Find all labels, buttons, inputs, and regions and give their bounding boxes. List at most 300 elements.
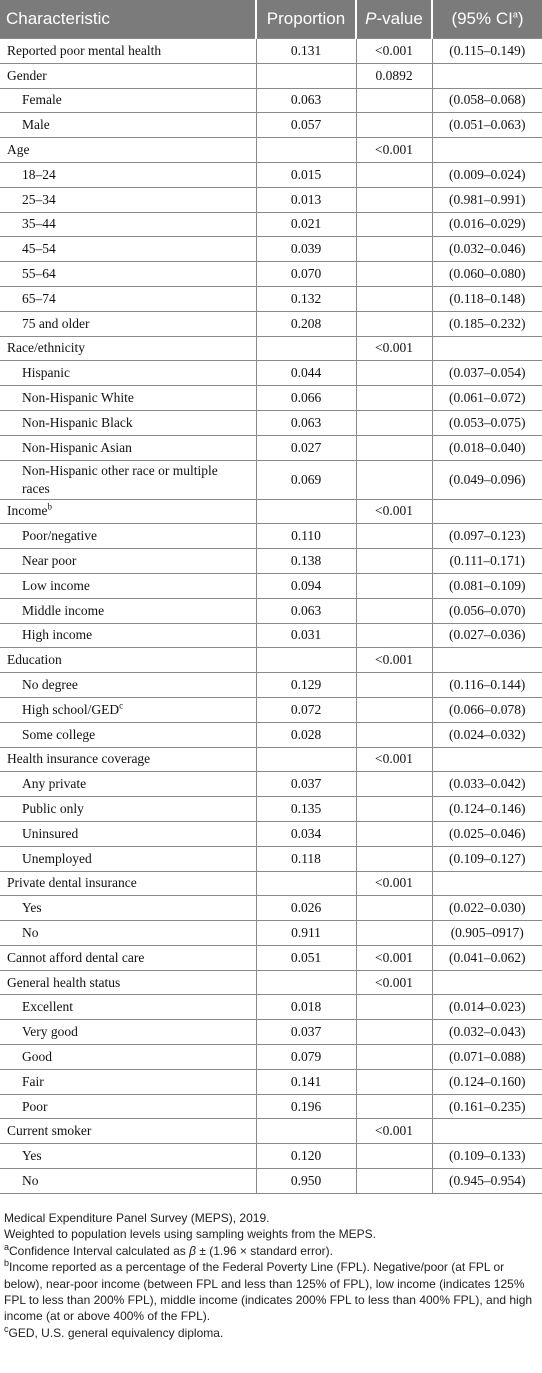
ci-cell: (0.981–0.991) [432, 187, 542, 212]
pvalue-cell: <0.001 [356, 648, 432, 673]
pvalue-cell [356, 673, 432, 698]
ci-cell [432, 63, 542, 88]
subcategory-label [0, 623, 256, 648]
proportion-cell: 0.013 [256, 187, 356, 212]
proportion-cell [256, 970, 356, 995]
row-label-text: 25–34 [22, 191, 56, 207]
ci-cell: (0.049–0.096) [432, 460, 542, 499]
table-header [0, 0, 542, 39]
row-label-text: Fair [22, 1073, 44, 1089]
row-label-text: Excellent [22, 999, 73, 1015]
pvalue-cell [356, 361, 432, 386]
subcategory-label [0, 797, 256, 822]
table-row [0, 1094, 542, 1119]
subcategory-label [0, 386, 256, 411]
pvalue-cell: <0.001 [356, 747, 432, 772]
ci-cell: (0.161–0.235) [432, 1094, 542, 1119]
subcategory-label [0, 524, 256, 549]
table-row [0, 1169, 542, 1194]
header-ci [432, 0, 542, 39]
table-row [0, 598, 542, 623]
footnote-a-text-before: Confidence Interval calculated as [9, 1243, 190, 1258]
row-label-text: Public only [22, 801, 84, 816]
pvalue-cell [356, 896, 432, 921]
subcategory-label [0, 995, 256, 1020]
pvalue-cell [356, 262, 432, 287]
proportion-cell: 0.057 [256, 113, 356, 138]
row-label-text: Yes [22, 900, 42, 916]
header-ci-prefix: (95% CI [451, 9, 513, 28]
row-label-text: Income [7, 503, 48, 519]
ci-cell [432, 138, 542, 163]
pvalue-cell [356, 237, 432, 262]
table-row [0, 162, 542, 187]
table-row [0, 138, 542, 163]
category-label [0, 499, 256, 524]
table-row [0, 410, 542, 435]
table-row [0, 361, 542, 386]
table-row [0, 821, 542, 846]
row-label-text: Male [22, 117, 50, 133]
proportion-cell: 0.037 [256, 1020, 356, 1045]
category-label [0, 970, 256, 995]
subcategory-label [0, 88, 256, 113]
row-label-text: Good [22, 1048, 52, 1064]
pvalue-cell [356, 88, 432, 113]
proportion-cell: 0.066 [256, 386, 356, 411]
row-label-text: No [22, 1172, 39, 1188]
subcategory-label [0, 187, 256, 212]
proportion-cell: 0.132 [256, 286, 356, 311]
table-row [0, 549, 542, 574]
pvalue-cell: <0.001 [356, 945, 432, 970]
ci-cell: (0.022–0.030) [432, 896, 542, 921]
subcategory-label [0, 410, 256, 435]
ci-cell: (0.058–0.068) [432, 88, 542, 113]
subcategory-label [0, 311, 256, 336]
row-label-text: Cannot afford dental care [7, 949, 145, 965]
category-label [0, 336, 256, 361]
pvalue-cell [356, 410, 432, 435]
row-label-text: Middle income [22, 602, 105, 618]
table-row [0, 1119, 542, 1144]
ci-cell: (0.056–0.070) [432, 598, 542, 623]
pvalue-cell: <0.001 [356, 138, 432, 163]
category-label [0, 945, 256, 970]
table-row [0, 113, 542, 138]
proportion-cell: 0.039 [256, 237, 356, 262]
ci-cell [432, 970, 542, 995]
table-row [0, 846, 542, 871]
pvalue-cell [356, 1094, 432, 1119]
pvalue-cell [356, 311, 432, 336]
footnote-source: Medical Expenditure Panel Survey (MEPS), 2019. [4, 1211, 270, 1225]
row-label-text: Female [22, 92, 62, 108]
ci-cell: (0.032–0.046) [432, 237, 542, 262]
pvalue-cell [356, 162, 432, 187]
ci-cell [432, 336, 542, 361]
ci-cell [432, 1119, 542, 1144]
ci-cell: (0.053–0.075) [432, 410, 542, 435]
ci-cell: (0.124–0.160) [432, 1069, 542, 1094]
pvalue-cell [356, 722, 432, 747]
header-proportion: Proportion [256, 0, 356, 39]
table-row [0, 39, 542, 64]
subcategory-label [0, 1020, 256, 1045]
proportion-cell [256, 1119, 356, 1144]
ci-cell: (0.109–0.133) [432, 1144, 542, 1169]
proportion-cell: 0.063 [256, 410, 356, 435]
row-label-text: No degree [22, 677, 78, 693]
row-label-text: Yes [22, 1148, 42, 1164]
footnote-a-beta: β [189, 1243, 196, 1258]
table-row [0, 772, 542, 797]
table-row [0, 187, 542, 212]
row-label-text: 45–54 [22, 241, 56, 257]
ci-cell: (0.032–0.043) [432, 1020, 542, 1045]
pvalue-cell [356, 772, 432, 797]
subcategory-label [0, 549, 256, 574]
proportion-cell: 0.120 [256, 1144, 356, 1169]
pvalue-cell [356, 697, 432, 722]
row-label-text: Hispanic [22, 365, 70, 381]
proportion-cell: 0.027 [256, 435, 356, 460]
subcategory-label [0, 921, 256, 946]
row-label-text: Uninsured [22, 825, 79, 841]
header-pvalue [356, 0, 432, 39]
subcategory-label [0, 162, 256, 187]
ci-cell: (0.115–0.149) [432, 39, 542, 64]
ci-cell: (0.185–0.232) [432, 311, 542, 336]
ci-cell [432, 499, 542, 524]
row-label-text: Non-Hispanic Asian [22, 439, 132, 455]
pvalue-cell [356, 113, 432, 138]
ci-cell [432, 648, 542, 673]
proportion-cell [256, 138, 356, 163]
table-row [0, 386, 542, 411]
ci-cell: (0.124–0.146) [432, 797, 542, 822]
row-label-text: Reported poor mental health [7, 42, 162, 58]
subcategory-label [0, 673, 256, 698]
subcategory-label [0, 1144, 256, 1169]
ci-cell: (0.071–0.088) [432, 1045, 542, 1070]
proportion-cell: 0.037 [256, 772, 356, 797]
row-label-text: Poor/negative [22, 528, 97, 544]
row-label-text: Near poor [22, 553, 77, 569]
footnote-weighting: Weighted to population levels using sampling weights from the MEPS. [4, 1227, 376, 1242]
pvalue-cell: <0.001 [356, 871, 432, 896]
table-row [0, 1069, 542, 1094]
footnote-a-marker: a [4, 1241, 10, 1252]
row-label-text: Gender [7, 67, 47, 83]
ci-cell: (0.097–0.123) [432, 524, 542, 549]
pvalue-cell: <0.001 [356, 499, 432, 524]
row-label-text: Current smoker [7, 1123, 92, 1139]
table-row [0, 237, 542, 262]
category-label [0, 648, 256, 673]
proportion-cell [256, 499, 356, 524]
pvalue-cell [356, 797, 432, 822]
pvalue-cell [356, 460, 432, 499]
pvalue-cell [356, 187, 432, 212]
proportion-cell: 0.021 [256, 212, 356, 237]
proportion-cell: 0.196 [256, 1094, 356, 1119]
row-label-text: 65–74 [22, 290, 56, 306]
pvalue-cell [356, 549, 432, 574]
proportion-cell: 0.063 [256, 88, 356, 113]
proportion-cell: 0.131 [256, 39, 356, 64]
pvalue-cell: <0.001 [356, 970, 432, 995]
row-label-text: 55–64 [22, 266, 56, 282]
table-row [0, 995, 542, 1020]
proportion-cell: 0.028 [256, 722, 356, 747]
ci-cell: (0.060–0.080) [432, 262, 542, 287]
category-label [0, 871, 256, 896]
pvalue-cell [356, 1069, 432, 1094]
pvalue-cell [356, 623, 432, 648]
subcategory-label [0, 1069, 256, 1094]
pvalue-cell [356, 435, 432, 460]
subcategory-label [0, 262, 256, 287]
subcategory-label [0, 237, 256, 262]
ci-cell: (0.037–0.054) [432, 361, 542, 386]
ci-cell: (0.066–0.078) [432, 697, 542, 722]
proportion-cell [256, 747, 356, 772]
table-row [0, 88, 542, 113]
table-body [0, 39, 542, 1194]
table-row [0, 1144, 542, 1169]
subcategory-label [0, 460, 256, 499]
table-row [0, 970, 542, 995]
subcategory-label [0, 598, 256, 623]
row-label-text: Age [7, 142, 30, 158]
table-row [0, 63, 542, 88]
proportion-cell: 0.129 [256, 673, 356, 698]
row-label-footnote-marker: b [47, 501, 52, 512]
row-label-text: Very good [22, 1024, 78, 1040]
table-row [0, 286, 542, 311]
proportion-cell: 0.018 [256, 995, 356, 1020]
ci-cell: (0.061–0.072) [432, 386, 542, 411]
ci-cell: (0.033–0.042) [432, 772, 542, 797]
proportion-cell: 0.208 [256, 311, 356, 336]
table-row [0, 212, 542, 237]
ci-cell: (0.014–0.023) [432, 995, 542, 1020]
header-pvalue-rest: -value [376, 9, 423, 28]
proportion-cell: 0.044 [256, 361, 356, 386]
pvalue-cell: <0.001 [356, 39, 432, 64]
footnote-c-marker: c [4, 1323, 9, 1334]
pvalue-cell [356, 524, 432, 549]
header-ci-sup: a [512, 9, 518, 20]
table-row [0, 336, 542, 361]
footnote-a-text-after: ± (1.96 × standard error). [195, 1243, 333, 1258]
proportion-cell [256, 336, 356, 361]
table-row [0, 311, 542, 336]
table-row [0, 697, 542, 722]
subcategory-label [0, 1045, 256, 1070]
row-label-text: No [22, 924, 39, 940]
ci-cell: (0.041–0.062) [432, 945, 542, 970]
row-label-text: Some college [22, 726, 96, 742]
table-row [0, 921, 542, 946]
table-row [0, 747, 542, 772]
subcategory-label [0, 896, 256, 921]
pvalue-cell [356, 821, 432, 846]
header-characteristic: Characteristic [0, 0, 256, 39]
footnote-b [4, 1259, 538, 1325]
table-row [0, 722, 542, 747]
footnote-b-text: Income reported as a percentage of the Federal Poverty Line (FPL). Negative/poor (at FPL or below), near-poor income (between FPL and less than 125% of FPL), low income (indicates 125% FPL to less than 200% FPL), middle income (indicates 200% FPL to less than 400% FPL), and high income (at or above 400% of the FPL). [4, 1260, 533, 1324]
ci-cell: (0.009–0.024) [432, 162, 542, 187]
pvalue-cell: 0.0892 [356, 63, 432, 88]
table-row [0, 871, 542, 896]
row-label-text: Education [7, 652, 62, 668]
ci-cell: (0.016–0.029) [432, 212, 542, 237]
subcategory-label [0, 361, 256, 386]
subcategory-label [0, 821, 256, 846]
proportion-cell [256, 871, 356, 896]
table-row [0, 499, 542, 524]
category-label [0, 138, 256, 163]
ci-cell: (0.024–0.032) [432, 722, 542, 747]
proportion-cell [256, 63, 356, 88]
ci-cell: (0.118–0.148) [432, 286, 542, 311]
table-row [0, 896, 542, 921]
pvalue-cell [356, 1144, 432, 1169]
footnote-c-text: GED, U.S. general equivalency diploma. [8, 1325, 224, 1340]
proportion-cell [256, 648, 356, 673]
ci-cell: (0.945–0.954) [432, 1169, 542, 1194]
subcategory-label [0, 435, 256, 460]
header-pvalue-italic: P [365, 9, 377, 28]
table-row [0, 648, 542, 673]
ci-cell: (0.905–0917) [432, 921, 542, 946]
table-row [0, 673, 542, 698]
table-row [0, 460, 542, 499]
table-row [0, 797, 542, 822]
proportion-cell: 0.141 [256, 1069, 356, 1094]
pvalue-cell [356, 1020, 432, 1045]
pvalue-cell [356, 995, 432, 1020]
ci-cell: (0.018–0.040) [432, 435, 542, 460]
pvalue-cell [356, 386, 432, 411]
footnote-c [4, 1325, 538, 1341]
header-ci-suffix: ) [517, 9, 524, 28]
row-label-text: Race/ethnicity [7, 340, 85, 356]
subcategory-label [0, 113, 256, 138]
ci-cell: (0.116–0.144) [432, 673, 542, 698]
row-label-text: Any private [22, 776, 87, 792]
subcategory-label [0, 286, 256, 311]
footnote-a [4, 1243, 538, 1259]
ci-cell: (0.109–0.127) [432, 846, 542, 871]
row-label-text: General health status [7, 974, 121, 990]
row-label-text: Private dental insurance [7, 875, 137, 891]
row-label-text: Non-Hispanic other race or multiple races [22, 462, 218, 496]
pvalue-cell: <0.001 [356, 1119, 432, 1144]
subcategory-label [0, 722, 256, 747]
subcategory-label [0, 697, 256, 722]
subcategory-label [0, 1169, 256, 1194]
row-label-text: Poor [22, 1098, 48, 1114]
proportion-cell: 0.072 [256, 697, 356, 722]
subcategory-label [0, 772, 256, 797]
table-footnotes [4, 1210, 538, 1341]
pvalue-cell [356, 598, 432, 623]
row-label-text: Unemployed [22, 850, 92, 866]
proportion-cell: 0.031 [256, 623, 356, 648]
row-label-footnote-marker: c [119, 700, 124, 711]
proportion-cell: 0.051 [256, 945, 356, 970]
proportion-cell: 0.911 [256, 921, 356, 946]
category-label [0, 747, 256, 772]
ci-cell: (0.027–0.036) [432, 623, 542, 648]
ci-cell: (0.025–0.046) [432, 821, 542, 846]
table-row [0, 623, 542, 648]
row-label-text: Non-Hispanic White [22, 390, 134, 406]
proportion-cell: 0.110 [256, 524, 356, 549]
row-label-text: 18–24 [22, 166, 56, 182]
table-row [0, 1045, 542, 1070]
proportion-cell: 0.069 [256, 460, 356, 499]
ci-cell: (0.111–0.171) [432, 549, 542, 574]
pvalue-cell [356, 1045, 432, 1070]
row-label-text: Low income [22, 577, 90, 593]
pvalue-cell [356, 846, 432, 871]
table-row [0, 435, 542, 460]
pvalue-cell [356, 573, 432, 598]
footnote-b-marker: b [4, 1258, 10, 1269]
table-row [0, 1020, 542, 1045]
subcategory-label [0, 212, 256, 237]
pvalue-cell [356, 286, 432, 311]
ci-cell [432, 747, 542, 772]
proportion-cell: 0.015 [256, 162, 356, 187]
pvalue-cell [356, 921, 432, 946]
row-label-text: High school/GED [22, 701, 120, 717]
row-label-text: High income [22, 627, 93, 643]
row-label-text: Non-Hispanic Black [22, 414, 133, 430]
ci-cell: (0.051–0.063) [432, 113, 542, 138]
category-label [0, 63, 256, 88]
ci-cell [432, 871, 542, 896]
proportion-cell: 0.135 [256, 797, 356, 822]
row-label-text: 35–44 [22, 216, 56, 232]
proportion-cell: 0.950 [256, 1169, 356, 1194]
proportion-cell: 0.138 [256, 549, 356, 574]
ci-cell: (0.081–0.109) [432, 573, 542, 598]
pvalue-cell: <0.001 [356, 336, 432, 361]
row-label-text: 75 and older [22, 315, 90, 331]
proportion-cell: 0.094 [256, 573, 356, 598]
pvalue-cell [356, 212, 432, 237]
proportion-cell: 0.063 [256, 598, 356, 623]
proportion-cell: 0.070 [256, 262, 356, 287]
table-row [0, 573, 542, 598]
table-row [0, 262, 542, 287]
proportion-cell: 0.026 [256, 896, 356, 921]
subcategory-label [0, 1094, 256, 1119]
proportion-cell: 0.118 [256, 846, 356, 871]
subcategory-label [0, 573, 256, 598]
proportion-cell: 0.079 [256, 1045, 356, 1070]
table-row [0, 945, 542, 970]
table-row [0, 524, 542, 549]
row-label-text: Health insurance coverage [7, 751, 151, 767]
pvalue-cell [356, 1169, 432, 1194]
category-label [0, 1119, 256, 1144]
